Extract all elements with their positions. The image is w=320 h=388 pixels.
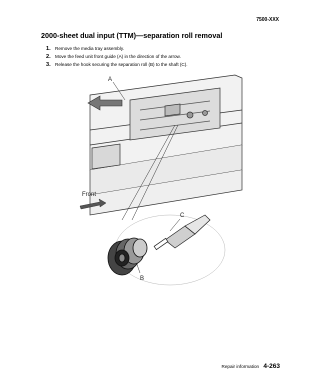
separation-roll-illustration (70, 70, 250, 300)
separation-roll-b (108, 238, 147, 275)
page-footer (222, 363, 280, 370)
step-text: Remove the media tray assembly. (55, 46, 125, 51)
shaft-c (154, 215, 210, 250)
step-number: 1. (46, 46, 51, 52)
label-front: Front (82, 192, 97, 198)
printer-body (90, 75, 242, 215)
step-number: 2. (46, 54, 51, 61)
step-text: Release the hook securing the separation roll (B) to the shaft (C). (55, 62, 188, 68)
label-b: B (140, 276, 145, 282)
page-number: 4-263 (263, 363, 280, 370)
procedure-steps (46, 46, 188, 71)
footer-section: Repair information (221, 364, 260, 369)
step-text: Move the feed unit front guide (A) in the direction of the arrow. (55, 54, 181, 60)
step-item (46, 54, 188, 62)
label-c: C (180, 213, 185, 219)
section-title: 2000-sheet dual input (TTM)—separation roll removal (41, 31, 223, 40)
step-item (46, 46, 188, 54)
label-a: A (108, 77, 113, 83)
step-number: 3. (46, 62, 51, 69)
model-number: 7500-XXX (256, 17, 279, 23)
